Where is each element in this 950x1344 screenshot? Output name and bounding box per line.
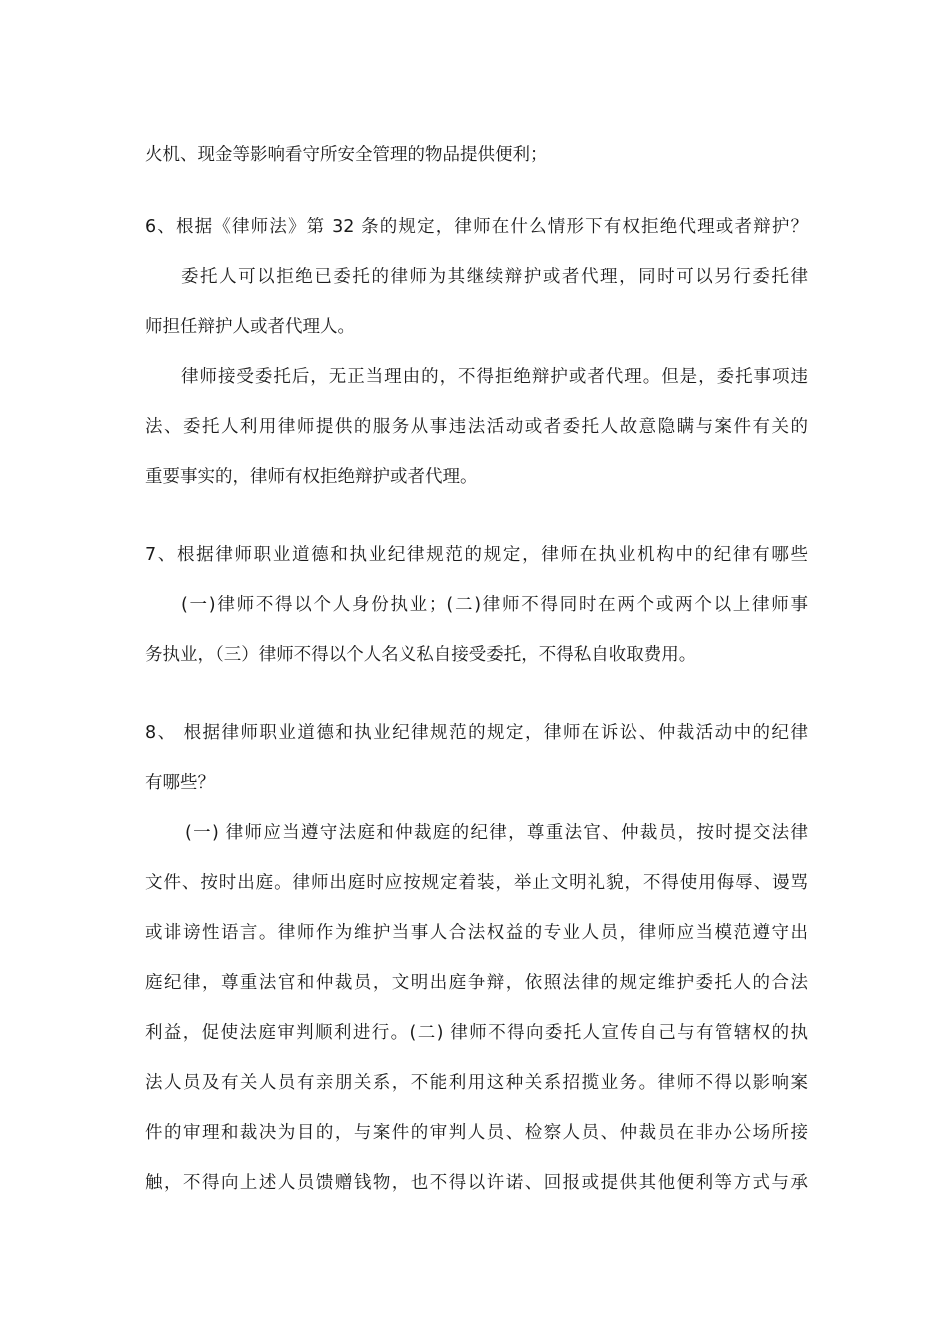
paragraph-line: 件的审理和裁决为目的，与案件的审判人员、检察人员、仲裁员在非办公场所接 [145, 1123, 808, 1143]
paragraph-line: 委托人可以拒绝已委托的律师为其继续辩护或者代理，同时可以另行委托律 [181, 267, 808, 287]
paragraph-line: 或诽谤性语言。律师作为维护当事人合法权益的专业人员，律师应当模范遵守出 [145, 923, 808, 943]
paragraph-line: 利益，促使法庭审判顺利进行。(二) 律师不得向委托人宣传自己与有管辖权的执 [145, 1023, 808, 1043]
question-8-heading-cont: 有哪些？ [145, 773, 215, 793]
paragraph-line: 法人员及有关人员有亲朋关系，不能利用这种关系招揽业务。律师不得以影响案 [145, 1073, 808, 1093]
question-8-heading: 8、 根据律师职业道德和执业纪律规范的规定，律师在诉讼、仲裁活动中的纪律 [145, 723, 808, 743]
document-body [145, 130, 808, 1208]
paragraph-line: 文件、按时出庭。律师出庭时应按规定着装，举止文明礼貌，不得使用侮辱、谩骂 [145, 873, 808, 893]
paragraph-line: 触，不得向上述人员馈赠钱物，也不得以许诺、回报或提供其他便利等方式与承 [145, 1173, 808, 1193]
paragraph-line: 庭纪律，尊重法官和仲裁员，文明出庭争辩，依照法律的规定维护委托人的合法 [145, 973, 808, 993]
paragraph-line: 务执业，（三）律师不得以个人名义私自接受委托，不得私自收取费用。 [145, 645, 697, 665]
paragraph-line: 律师接受委托后，无正当理由的，不得拒绝辩护或者代理。但是，委托事项违 [181, 367, 808, 387]
question-6-heading: 6、根据《律师法》第 32 条的规定，律师在什么情形下有权拒绝代理或者辩护？ [145, 217, 808, 237]
paragraph-line: 重要事实的，律师有权拒绝辩护或者代理。 [145, 467, 478, 487]
paragraph-line: (一)律师不得以个人身份执业；(二)律师不得同时在两个或两个以上律师事 [181, 595, 808, 615]
paragraph-line: 法、委托人利用律师提供的服务从事违法活动或者委托人故意隐瞒与案件有关的 [145, 417, 808, 437]
question-7-heading: 7、根据律师职业道德和执业纪律规范的规定，律师在执业机构中的纪律有哪些 [145, 545, 808, 565]
paragraph-line: 师担任辩护人或者代理人。 [145, 317, 355, 337]
paragraph-line: (一) 律师应当遵守法庭和仲裁庭的纪律，尊重法官、仲裁员，按时提交法律 [185, 823, 808, 843]
paragraph-line: 火机、现金等影响看守所安全管理的物品提供便利； [145, 145, 548, 165]
